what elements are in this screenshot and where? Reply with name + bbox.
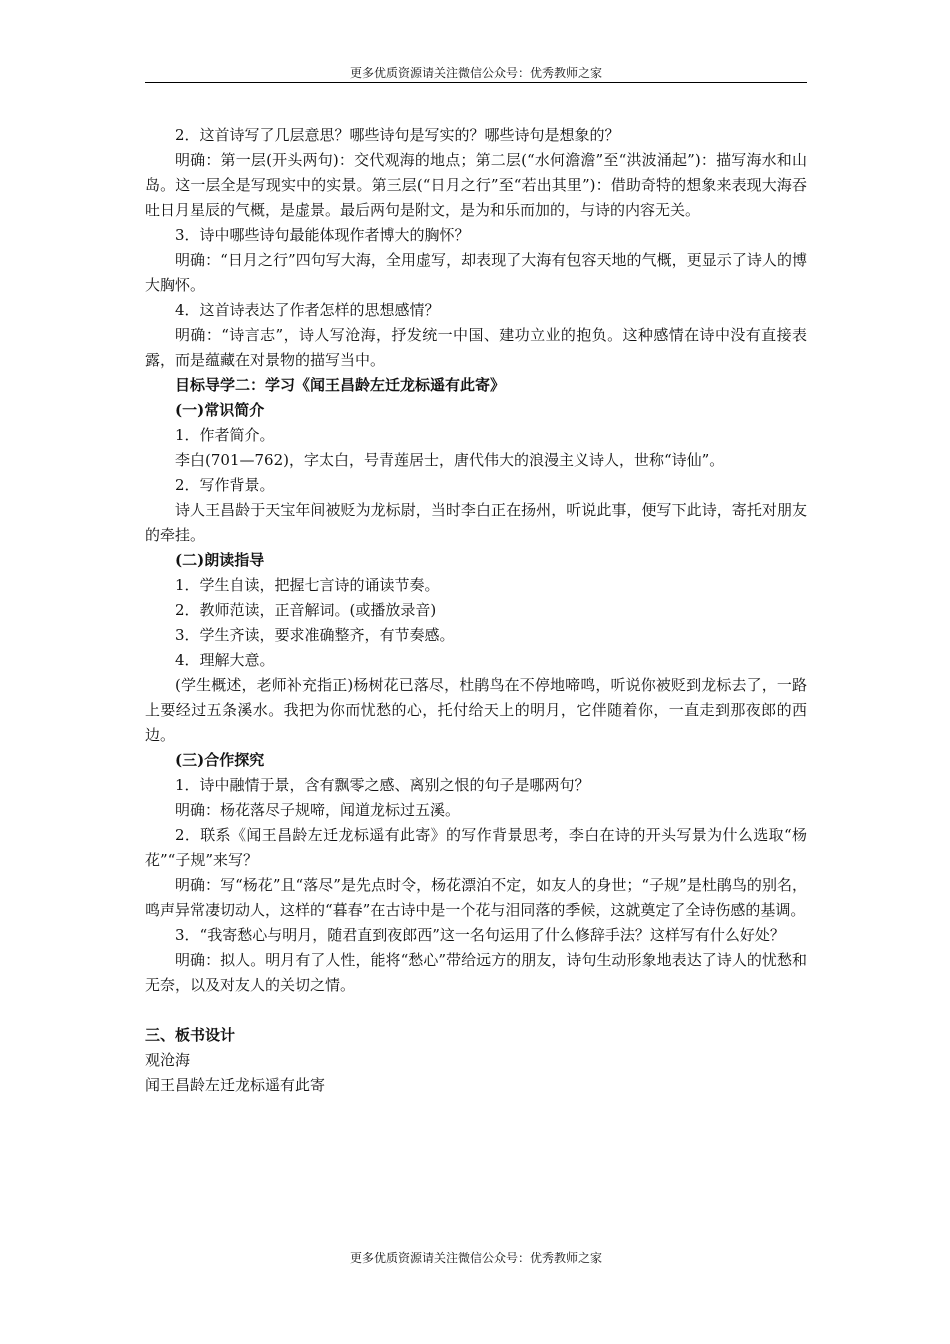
answer-4: 明确：“诗言志”，诗人写沧海，抒发统一中国、建功立业的抱负。这种感情在诗中没有直接表露，而是蕴藏在对景物的描写当中。: [145, 326, 807, 369]
document-body: [145, 123, 807, 1098]
subheading-background: (一)常识简介: [175, 401, 265, 419]
inquiry-answer-2: 明确：写“杨花”且“落尽”是先点时令，杨花漂泊不定，如友人的身世；“子规”是杜鹃鸟的别名，鸣声异常凄切动人，这样的“暮春”在古诗中是一个花与泪同落的季候，这就奠定了全诗伤感的基调。: [145, 876, 807, 919]
inquiry-question-3: 3．“我寄愁心与明月，随君直到夜郎西”这一名句运用了什么修辞手法？这样写有什么好处？: [175, 926, 785, 944]
page-header: 更多优质资源请关注微信公众号：优秀教师之家: [349, 66, 602, 80]
poem-meaning: (学生概述，老师补充指正)杨树花已落尽，杜鹃鸟在不停地啼鸣，听说你被贬到龙标去了，一路上要经过五条溪水。我把为你而忧愁的心，托付给天上的明月，它伴随着你，一直走到那夜郎的西边。: [145, 676, 807, 744]
spacer: [145, 998, 807, 1023]
reading-step-4: 4．理解大意。: [175, 651, 275, 669]
section-heading-board: 三、板书设计: [145, 1026, 236, 1044]
board-line-1: 观沧海: [145, 1051, 191, 1069]
inquiry-answer-1: 明确：杨花落尽子规啼，闻道龙标过五溪。: [175, 801, 461, 819]
writing-background-text: 诗人王昌龄于天宝年间被贬为龙标尉，当时李白正在扬州，听说此事，便写下此诗，寄托对朋友的牵挂。: [145, 501, 807, 544]
author-intro-text: 李白(701—762)，字太白，号青莲居士，唐代伟大的浪漫主义诗人，世称“诗仙”。: [175, 451, 725, 469]
answer-2: 明确：第一层(开头两句)：交代观海的地点；第二层(“水何澹澹”至“洪波涌起”)：描写海水和山岛。这一层全是写现实中的实景。第三层(“日月之行”至“若出其里”)：借助奇特的想象来表现大海吞吐日月星辰的气概，是虚景。最后两句是附文，是为和乐而加的，与诗的内容无关。: [145, 151, 807, 219]
question-2: 2．这首诗写了几层意思？哪些诗句是写实的？哪些诗句是想象的？: [175, 126, 620, 144]
inquiry-question-1: 1．诗中融情于景，含有飘零之感、离别之恨的句子是哪两句？: [175, 776, 590, 794]
reading-step-1: 1．学生自读，把握七言诗的诵读节奏。: [175, 576, 440, 594]
page-footer: 更多优质资源请关注微信公众号：优秀教师之家: [349, 1251, 602, 1265]
reading-step-2: 2．教师范读，正音解词。(或播放录音): [175, 601, 437, 619]
reading-step-3: 3．学生齐读，要求准确整齐，有节奏感。: [175, 626, 455, 644]
header-divider: [145, 82, 807, 83]
writing-background-label: 2．写作背景。: [175, 476, 275, 494]
subheading-reading: (二)朗读指导: [175, 551, 265, 569]
question-3: 3．诗中哪些诗句最能体现作者博大的胸怀？: [175, 226, 470, 244]
author-intro-label: 1．作者简介。: [175, 426, 275, 444]
subheading-inquiry: (三)合作探究: [175, 751, 265, 769]
answer-3: 明确：“日月之行”四句写大海，全用虚写，却表现了大海有包容天地的气概，更显示了诗人的博大胸怀。: [145, 251, 807, 294]
board-line-2: 闻王昌龄左迁龙标遥有此寄: [145, 1076, 326, 1094]
inquiry-answer-3: 明确：拟人。明月有了人性，能将“愁心”带给远方的朋友，诗句生动形象地表达了诗人的忧愁和无奈，以及对友人的关切之情。: [145, 951, 807, 994]
inquiry-question-2: 2．联系《闻王昌龄左迁龙标遥有此寄》的写作背景思考，李白在诗的开头写景为什么选取“杨花”“子规”来写？: [145, 826, 807, 869]
section-heading-goal-2: 目标导学二：学习《闻王昌龄左迁龙标遥有此寄》: [175, 376, 506, 394]
question-4: 4．这首诗表达了作者怎样的思想感情？: [175, 301, 440, 319]
